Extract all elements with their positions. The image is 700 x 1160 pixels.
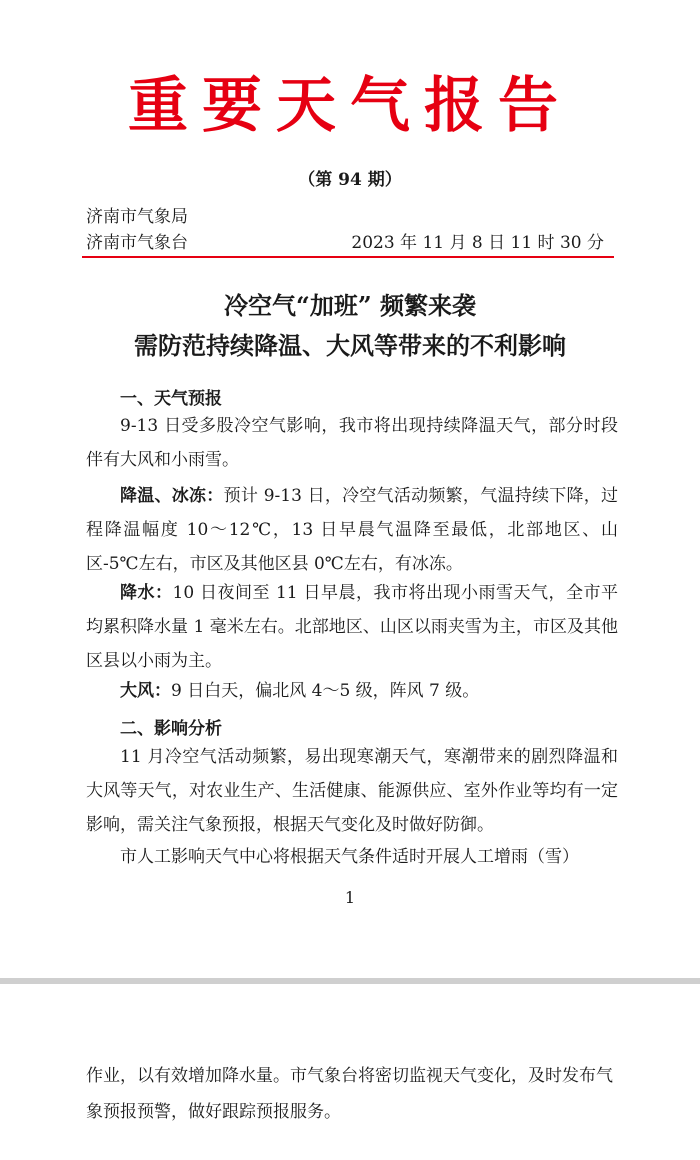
issuing-observatory: 济南市气象台 xyxy=(86,233,188,253)
cooling-freeze-lead: 降温、冰冻： xyxy=(120,486,224,506)
issue-number: （第 94 期） xyxy=(298,170,402,190)
headline-line-1: 冷空气“加班” 频繁来袭 xyxy=(224,291,476,320)
precipitation-paragraph: 降水：10 日夜间至 11 日早晨，我市将出现小雨雪天气，全市平均累积降水量 1 毫米左右。北部地区、山区以雨夹雪为主，市区及其他区县以小雨为主。 xyxy=(86,583,619,671)
precipitation-lead: 降水： xyxy=(120,583,173,603)
forecast-summary: 9-13 日受多股冷空气影响，我市将出现持续降温天气，部分时段伴有大风和小雨雪。 xyxy=(86,416,618,470)
wind-paragraph: 大风：9 日白天，偏北风 4～5 级，阵风 7 级。 xyxy=(120,681,480,701)
weather-modification-paragraph: 市人工影响天气中心将根据天气条件适时开展人工增雨（雪） xyxy=(120,847,579,867)
cooling-freeze-paragraph: 降温、冰冻：预计 9-13 日，冷空气活动频繁，气温持续下降，过程降温幅度 10～12℃，13 日早晨气温降至最低，北部地区、山区-5℃左右，市区及其他区县 0℃左右，有冰冻。 xyxy=(86,486,619,574)
issuing-bureau: 济南市气象局 xyxy=(86,207,188,227)
wind-lead: 大风： xyxy=(120,681,171,701)
impact-paragraph: 11 月冷空气活动频繁，易出现寒潮天气，寒潮带来的剧烈降温和大风等天气，对农业生产、生活健康、能源供应、室外作业等均有一定影响，需关注气象预报，根据天气变化及时做好防御。 xyxy=(86,747,618,835)
masthead-title: 重要天气报告 xyxy=(128,71,572,141)
headline-line-2: 需防范持续降温、大风等带来的不利影响 xyxy=(134,331,566,360)
section-impact-title: 二、影响分析 xyxy=(120,719,222,739)
header-rule xyxy=(82,256,614,258)
continuation-text: 作业，以有效增加降水量。市气象台将密切监视天气变化，及时发布气象预报预警，做好跟踪预报服务。 xyxy=(86,1066,613,1122)
page-number: 1 xyxy=(344,888,356,907)
section-forecast-title: 一、天气预报 xyxy=(120,389,222,409)
page-divider xyxy=(0,978,700,984)
issue-date: 2023 年 11 月 8 日 11 时 30 分 xyxy=(351,233,604,253)
